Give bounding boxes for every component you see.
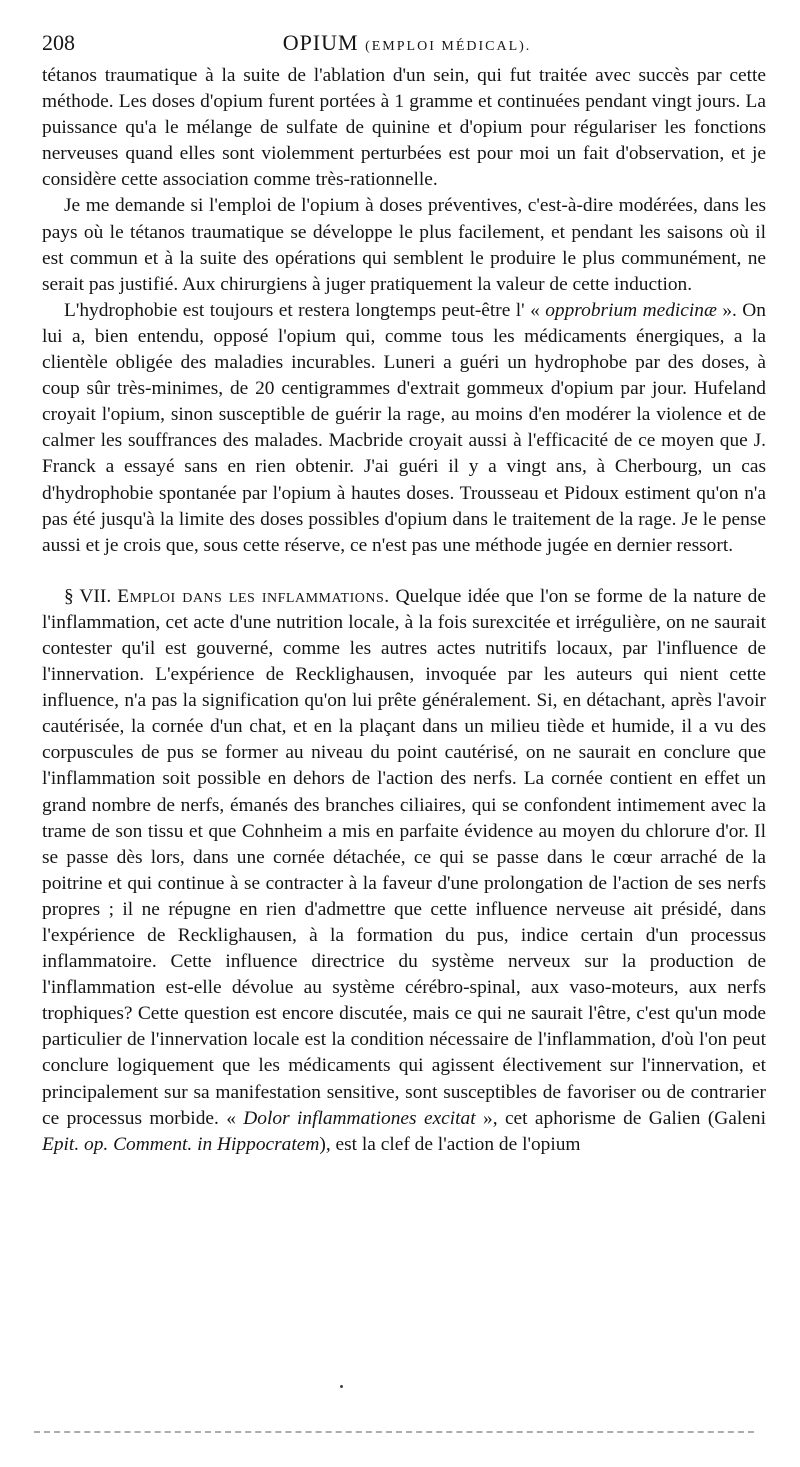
section-heading: Emploi dans les inflammations. bbox=[117, 585, 390, 607]
section-symbol: § bbox=[64, 585, 74, 607]
galien-citation: Epit. op. Comment. in Hippocratem bbox=[42, 1133, 320, 1155]
hydrophobia-text-rest: ». On lui a, bien entendu, opposé l'opium qui, comme tous les médicaments énergiques, a la clientèle obligée des maladies incurables. Luneri a guéri un hydrophobe par des doses, à coup sûr très-minimes, de 20 centigrammes d'extrait gommeux d'opium par jour. Hufeland croyait l'opium, sinon susceptible de guérir la rage, au moins d'en modérer la violence et de calmer les souffrances des malades. Macbride croyait aussi à l'efficacité de ce moyen que J. Franck a essayé sans en rien obtenir. J'ai guéri il y a vingt ans, à Cherbourg, un cas d'hydrophobie spontanée par l'opium à hautes doses. Trousseau et Pidoux estiment qu'on n'a pas été jusqu'à la limite des doses possibles d'opium dans le traitement de la rage. Je le pense aussi et je crois que, sous cette réserve, ce n'est pas une méthode jugée en dernier ressort. bbox=[42, 299, 766, 556]
paragraph-tetanos-continued: tétanos traumatique à la suite de l'ablation d'un sein, qui fut traitée avec succès par cette méthode. Les doses d'opium furent portées à 1 gramme et continuées pendant vingt jours. La puissance qu'a le mélange de sulfate de quinine et d'opium pour régulariser les fonctions nerveuses quand elles sont violemment perturbées est pour moi un fait d'observation, et je considère cette association comme très-rationnelle. bbox=[42, 65, 766, 191]
bottom-rule bbox=[34, 1431, 754, 1433]
paragraph-section-vii bbox=[42, 584, 766, 1158]
paragraph-preventive-doses: Je me demande si l'emploi de l'opium à doses préventives, c'est-à-dire modérées, dans les pays où le tétanos traumatique se développe le plus facilement, et pendant les saisons où il est commun et à la suite des opérations qui semblent le produire le plus communément, ne serait pas justifié. Aux chirurgiens à juger pratiquement la valeur de cette induction. bbox=[42, 195, 766, 295]
ink-dot bbox=[340, 1385, 343, 1388]
section-text-end: ), est la clef de l'action de l'opium bbox=[319, 1133, 581, 1155]
running-title-sub: (EMPLOI MÉDICAL). bbox=[365, 39, 532, 54]
section-text-main: Quelque idée que l'on se forme de la nature de l'inflammation, cet acte d'une nutrition locale, à la fois surexcitée et irrégulière, on ne saurait contester qu'il est gouverné, comme les autres actes nutritifs locaux, par l'influence de l'innervation. L'expérience de Recklighausen, invoquée par les auteurs qui nient cette influence, n'a pas la signification qu'on lui prête généralement. Si, en détachant, après l'avoir cautérisée, la cornée d'un chat, et en la plaçant dans un milieu tiède et humide, il a vu des corpuscules de pus se former au niveau du point cautérisé, on ne saurait en conclure que l'inflammation soit possible en dehors de l'action des nerfs. La cornée contient en effet un grand nombre de nerfs, émanés des branches ciliaires, qui se confondent intimement avec la trame de son tissu et que Cohnheim a mis en parfaite évidence au moyen du chlorure d'or. Il se passe dès lors, dans une cornée détachée, ce qui se passe dans le cœur arraché de la poitrine et qui continue à se contracter à la faveur d'une prolongation de l'action de ses nerfs propres ; il ne répugne en rien d'admettre que cette influence nerveuse ait présidé, dans l'expérience de Recklighausen, à la formation du pus, indice certain d'un processus inflammatoire. Cette influence directrice du système nerveux sur la production de l'inflammation est-elle dévolue au système cérébro-spinal, aux vaso-moteurs, aux nerfs trophiques? Cette question est encore discutée, mais ce qui ne saurait l'être, c'est qu'un mode particulier de l'innervation locale est la condition nécessaire de l'inflammation, d'où l'on peut conclure logiquement que les médicaments qui agissent électivement sur l'innervation, et principalement sur sa manifestation sensitive, sont susceptibles de favoriser ou de contrarier ce processus morbide. « bbox=[42, 585, 766, 1129]
galien-quote: Dolor inflammationes excitat bbox=[243, 1107, 476, 1129]
running-title bbox=[42, 30, 772, 56]
opprobrium-quote: opprobrium medicinæ bbox=[545, 299, 717, 321]
page-number: 208 bbox=[42, 30, 75, 55]
section-number: VII. bbox=[79, 585, 112, 607]
section-text-middle: », cet aphorisme de Galien (Galeni bbox=[475, 1107, 766, 1129]
paragraph-hydrophobia bbox=[42, 298, 766, 559]
page-header bbox=[42, 30, 772, 60]
body-text bbox=[42, 63, 766, 1158]
hydrophobia-text-start: L'hydrophobie est toujours et restera longtemps peut-être l' « bbox=[64, 299, 546, 321]
running-title-main: OPIUM bbox=[282, 30, 359, 55]
